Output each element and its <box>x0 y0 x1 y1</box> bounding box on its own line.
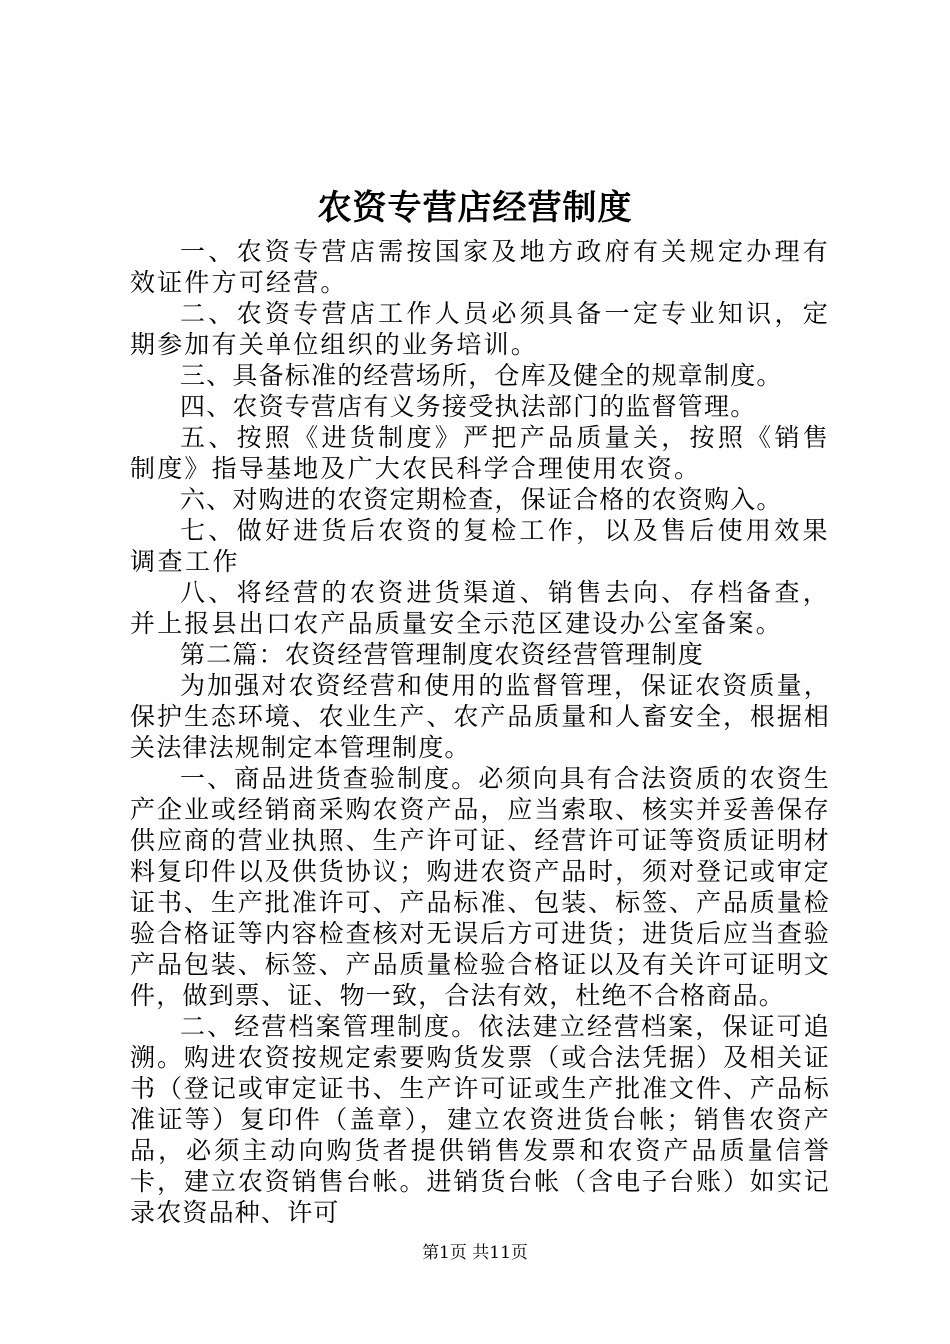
paragraph-10: 一、商品进货查验制度。必须向具有合法资质的农资生产企业或经销商采购农资产品，应当索取、核实并妥善保存供应商的营业执照、生产许可证、经营许可证等资质证明材料复印件以及供货协议；购进农资产品时，须对登记或审定证书、生产批准许可、产品标准、包装、标签、产品质量检验合格证等内容检查核对无误后方可进货；进货后应当查验产品包装、标签、产品质量检验合格证以及有关许可证明文件，做到票、证、物一致，合法有效，杜绝不合格商品。 <box>130 764 830 1010</box>
paragraph-4: 四、农资专营店有义务接受执法部门的监督管理。 <box>180 392 757 421</box>
paragraph-5: 五、按照《进货制度》严把产品质量关，按照《销售制度》指导基地及广大农民科学合理使用农资。 <box>130 423 830 483</box>
paragraph-8: 八、将经营的农资进货渠道、销售去向、存档备查，并上报县出口农产品质量安全示范区建设办公室备案。 <box>130 578 830 638</box>
section-heading: 第二篇：农资经营管理制度农资经营管理制度 <box>180 640 705 669</box>
paragraph-6: 六、对购进的农资定期检查，保证合格的农资购入。 <box>180 485 783 514</box>
paragraph-9: 为加强对农资经营和使用的监督管理，保证农资质量，保护生态环境、农业生产、农产品质量和人畜安全，根据相关法律法规制定本管理制度。 <box>130 671 830 762</box>
document-title: 农资专营店经营制度 <box>317 188 633 228</box>
paragraph-11: 二、经营档案管理制度。依法建立经营档案，保证可追溯。购进农资按规定索要购货发票（或合法凭据）及相关证书（登记或审定证书、生产许可证或生产批准文件、产品标准证等）复印件（盖章），建立农资进货台帐；销售农资产品，必须主动向购货者提供销售发票和农资产品质量信誉卡，建立农资销售台帐。进销货台帐（含电子台账）如实记录农资品种、许可 <box>130 1012 830 1227</box>
paragraph-3: 三、具备标准的经营场所，仓库及健全的规章制度。 <box>180 361 783 390</box>
document-body <box>130 236 830 1228</box>
page-footer: 第1页 共11页 <box>422 1243 528 1263</box>
paragraph-1: 一、农资专营店需按国家及地方政府有关规定办理有效证件方可经营。 <box>130 237 830 297</box>
paragraph-2: 二、农资专营店工作人员必须具备一定专业知识，定期参加有关单位组织的业务培训。 <box>130 299 830 359</box>
paragraph-7: 七、做好进货后农资的复检工作，以及售后使用效果调查工作 <box>130 516 830 576</box>
